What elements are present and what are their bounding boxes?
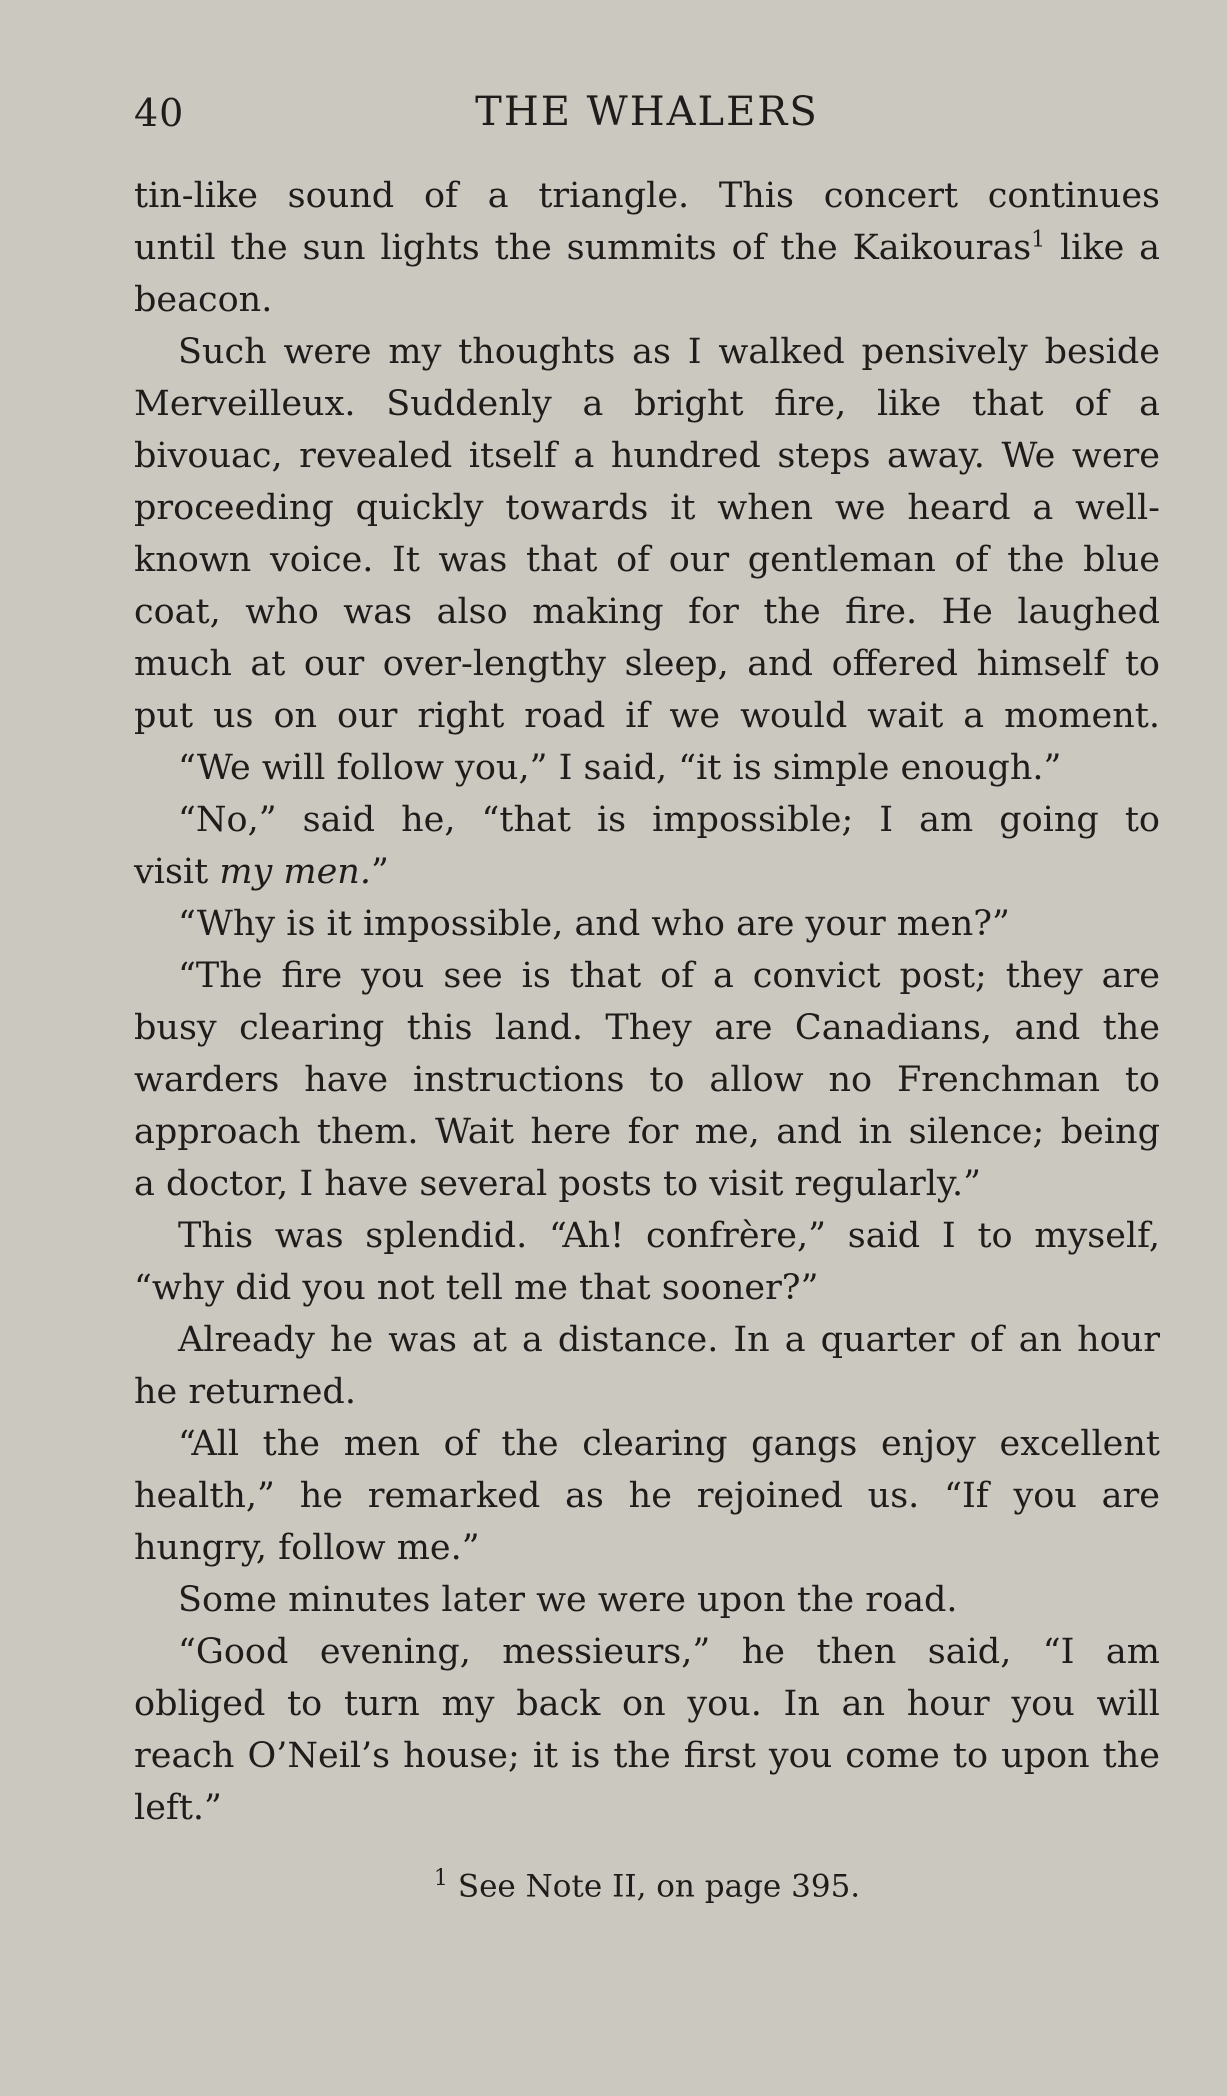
text-line: “All the men of the clearing gangs enjoy excellent [178, 1424, 1160, 1464]
text-line: “Good evening, messieurs,” he then said, “I am [178, 1632, 1160, 1672]
text-line: Already he was at a distance. In a quarter of an hour [178, 1320, 1160, 1360]
text-line: Some minutes later we were upon the road. [178, 1580, 958, 1620]
text-line: approach them. Wait here for me, and in silence; being [134, 1112, 1160, 1152]
text-line: hungry, follow me.” [134, 1528, 480, 1568]
text-line: tin-like sound of a triangle. This concert continues [134, 176, 1160, 216]
text-line: This was splendid. “Ah! confrère,” said I to myself, [178, 1216, 1160, 1256]
text-line: coat, who was also making for the fire. He laughed [134, 592, 1160, 632]
footnote-reference: 1 [1031, 227, 1046, 253]
italic-text: my men. [219, 852, 371, 892]
text-line: “No,” said he, “that is impossible; I am going to [178, 800, 1160, 840]
text-line: Such were my thoughts as I walked pensively beside [178, 332, 1160, 372]
text-line: put us on our right road if we would wait a moment. [134, 696, 1160, 736]
page-header [134, 84, 1160, 154]
running-head: THE WHALERS [475, 89, 819, 135]
text-line: obliged to turn my back on you. In an hour you will [134, 1684, 1160, 1724]
text-line: reach O’Neil’s house; it is the first you come to upon the [134, 1736, 1160, 1776]
text-line: “Why is it impossible, and who are your men?” [178, 904, 1010, 944]
footnote-text: See Note II, on page 395. [457, 1868, 861, 1905]
text-line: busy clearing this land. They are Canadians, and the [134, 1008, 1160, 1048]
text-line: warders have instructions to allow no Frenchman to [134, 1060, 1160, 1100]
text-line: Merveilleux. Suddenly a bright fire, like that of a [134, 384, 1160, 424]
footnote-mark: 1 [433, 1866, 448, 1891]
text-line: health,” he remarked as he rejoined us. “If you are [134, 1476, 1160, 1516]
text-fragment: like a [1059, 228, 1160, 268]
text-line: “why did you not tell me that sooner?” [134, 1268, 819, 1308]
text-line [134, 846, 1160, 898]
text-line: much at our over-lengthy sleep, and offered himself to [134, 644, 1160, 684]
text-line: “We will follow you,” I said, “it is simple enough.” [178, 748, 1062, 788]
text-fragment: until the sun lights the summits of the Kaikouras [134, 228, 1032, 268]
footnote [134, 1866, 1160, 1906]
text-line: left.” [134, 1788, 222, 1828]
text-line: bivouac, revealed itself a hundred steps away. We were [134, 436, 1160, 476]
text-line [134, 222, 1160, 274]
body-text [134, 170, 1160, 1834]
text-fragment: ” [370, 852, 389, 892]
text-fragment: visit [134, 852, 220, 892]
text-line: beacon. [134, 280, 273, 320]
text-line: known voice. It was that of our gentleman of the blue [134, 540, 1160, 580]
page-number: 40 [134, 91, 185, 135]
text-line: proceeding quickly towards it when we heard a well- [134, 488, 1160, 528]
text-line: he returned. [134, 1372, 356, 1412]
text-line: a doctor, I have several posts to visit regularly.” [134, 1164, 982, 1204]
text-line: “The fire you see is that of a convict post; they are [178, 956, 1160, 996]
